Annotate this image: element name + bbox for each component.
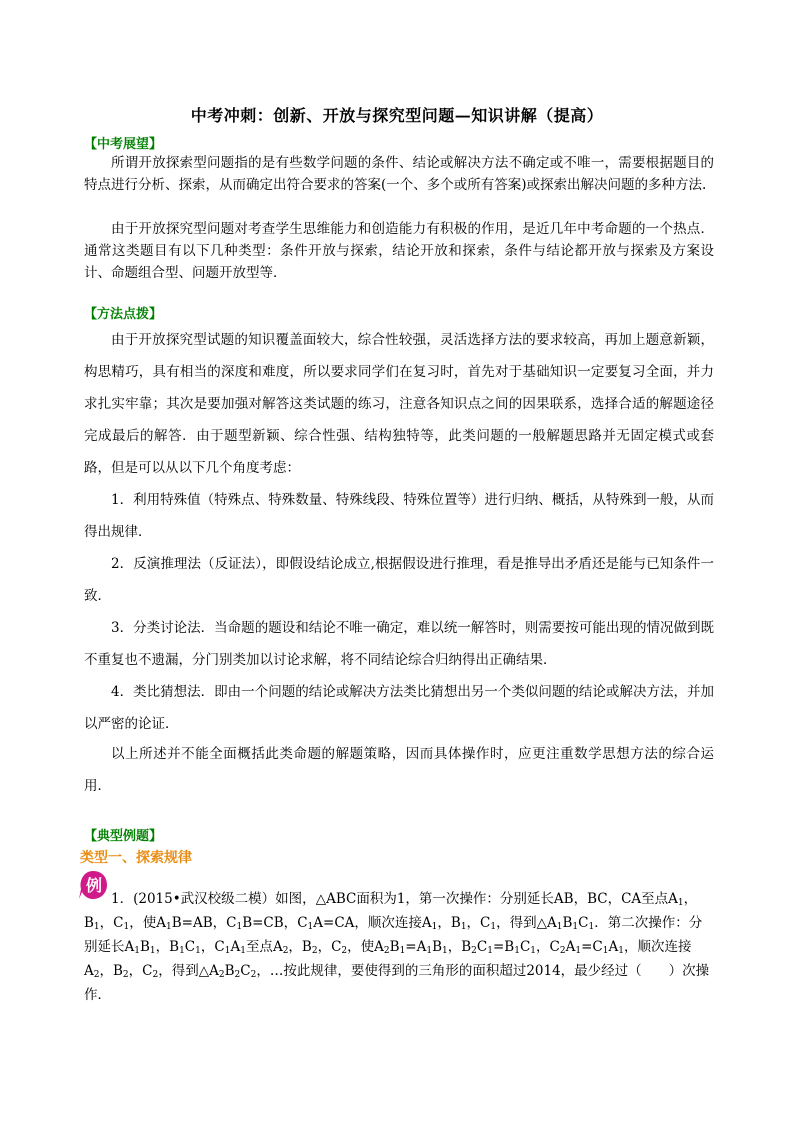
method-2: 2．反演推理法（反证法），即假设结论成立,根据假设进行推理，看是推导出矛盾还是能与已知条件一致．: [84, 556, 714, 604]
section-heading-outlook: 【中考展望】: [84, 137, 163, 152]
methods-intro: 由于开放探究型试题的知识覆盖面较大，综合性较强，灵活选择方法的要求较高，再加上题意新颖，构思精巧，具有相当的深度和难度，所以要求同学们在复习时，首先对于基础知识一定要复习全面，并力求扎实牢靠；其次是要加强对解答这类试题的练习，注意各知识点之间的因果联系，选择合适的解题途径完成最后的解答．由于题型新颖、综合性强、结构独特等，此类问题的一般解题思路并无固定模式或套路，但是可以从以下几个角度考虑：: [84, 332, 714, 476]
example-badge-label: 例: [85, 876, 103, 895]
method-1: 1．利用特殊值（特殊点、特殊数量、特殊线段、特殊位置等）进行归纳、概括，从特殊到一般，从而得出规律．: [84, 492, 714, 540]
method-3: 3．分类讨论法．当命题的题设和结论不唯一确定，难以统一解答时，则需要按可能出现的情况做到既不重复也不遗漏，分门别类加以讨论求解，将不同结论综合归纳得出正确结果．: [84, 620, 714, 668]
methods-conclusion: 以上所述并不能全面概括此类命题的解题策略，因而具体操作时，应更注重数学思想方法的综合运用．: [84, 746, 714, 794]
example-question-1: 1．(2015•武汉校级二模）如图，△ABC面积为1，第一次操作：分别延长AB，BC，CA至点$A_1$，$B_1$，$C_1$，使$A_1B=AB$，$C_1B=CB$，$C_1A=CA$，顺次连接$A_1$，$B_1$，$C_1$，得到$\triangle A_1B_1C_1$．第二次操作：分别延长$A_1B_1$，$B_1C_1$，$C_1A_1$至点$A_2$，$B_2$，$C_2$，使$A_2B_1=A_1B_1$，$B_2C_1=B_1C_1$，$C_2A_1=C_1A_1$，顺次连接$A_2$，$B_2$，$C_2$，得到$\triangle A_2B_2C_2$，…按此规律，要使得到的三角形的面积超过2014，最少经过（ ）次操作．: [84, 891, 710, 1003]
page-title: 中考冲刺：创新、开放与探究型问题—知识讲解（提高）: [190, 106, 604, 125]
method-4: 4．类比猜想法．即由一个问题的结论或解决方法类比猜想出另一个类似问题的结论或解决方法，并加以严密的论证．: [84, 684, 714, 732]
outlook-paragraph-1: 所谓开放探索型问题指的是有些数学问题的条件、结论或解决方法不确定或不唯一，需要根据题目的特点进行分析、探索，从而确定出符合要求的答案(一个、多个或所有答案)或探索出解决问题的多种方法.: [84, 155, 714, 193]
section-heading-examples: 【典型例题】: [84, 829, 163, 844]
section-heading-methods: 【方法点拨】: [84, 307, 163, 322]
outlook-paragraph-2: 由于开放探究型问题对考查学生思维能力和创造能力有积极的作用，是近几年中考命题的一个热点．通常这类题目有以下几种类型：条件开放与探索，结论开放和探索，条件与结论都开放与探索及方案设计、命题组合型、问题开放型等．: [84, 221, 714, 281]
type-heading-explore-pattern: 类型一、探索规律: [80, 850, 192, 866]
